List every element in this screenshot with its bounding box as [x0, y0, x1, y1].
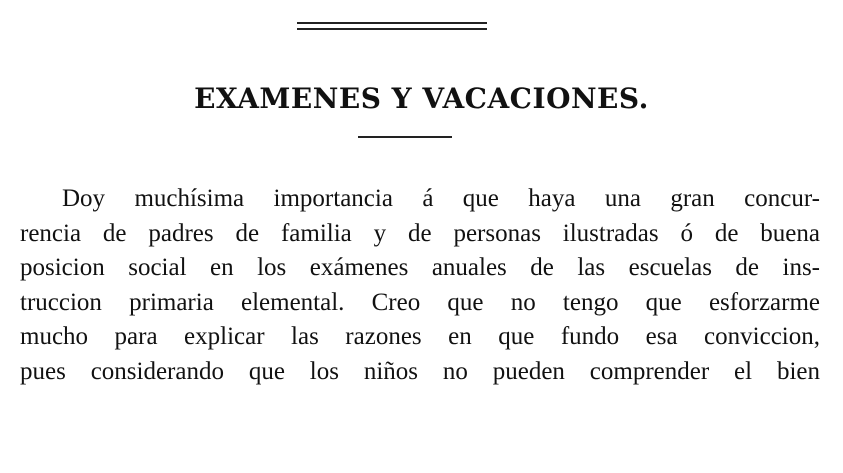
- paragraph-line-2: rencia de padres de familia y de personas ilustradas ó de buena: [20, 219, 820, 247]
- header-double-rule: [297, 22, 487, 30]
- section-title: EXAMENES Y VACACIONES.: [194, 82, 649, 115]
- paragraph-line-6: pues considerando que los niños no pueden comprender el bien: [20, 357, 820, 385]
- paragraph-line-3: posicion social en los exámenes anuales de las escuelas de ins-: [20, 254, 820, 281]
- body-paragraph: [20, 182, 820, 389]
- paragraph-line-1: Doy muchísima importancia á que haya una gran concur-: [62, 185, 820, 212]
- paragraph-line-5: mucho para explicar las razones en que fundo esa conviccion,: [20, 323, 820, 350]
- paragraph-line-4: truccion primaria elemental. Creo que no tengo que esforzarme: [20, 288, 820, 316]
- title-underline-rule: [358, 136, 452, 138]
